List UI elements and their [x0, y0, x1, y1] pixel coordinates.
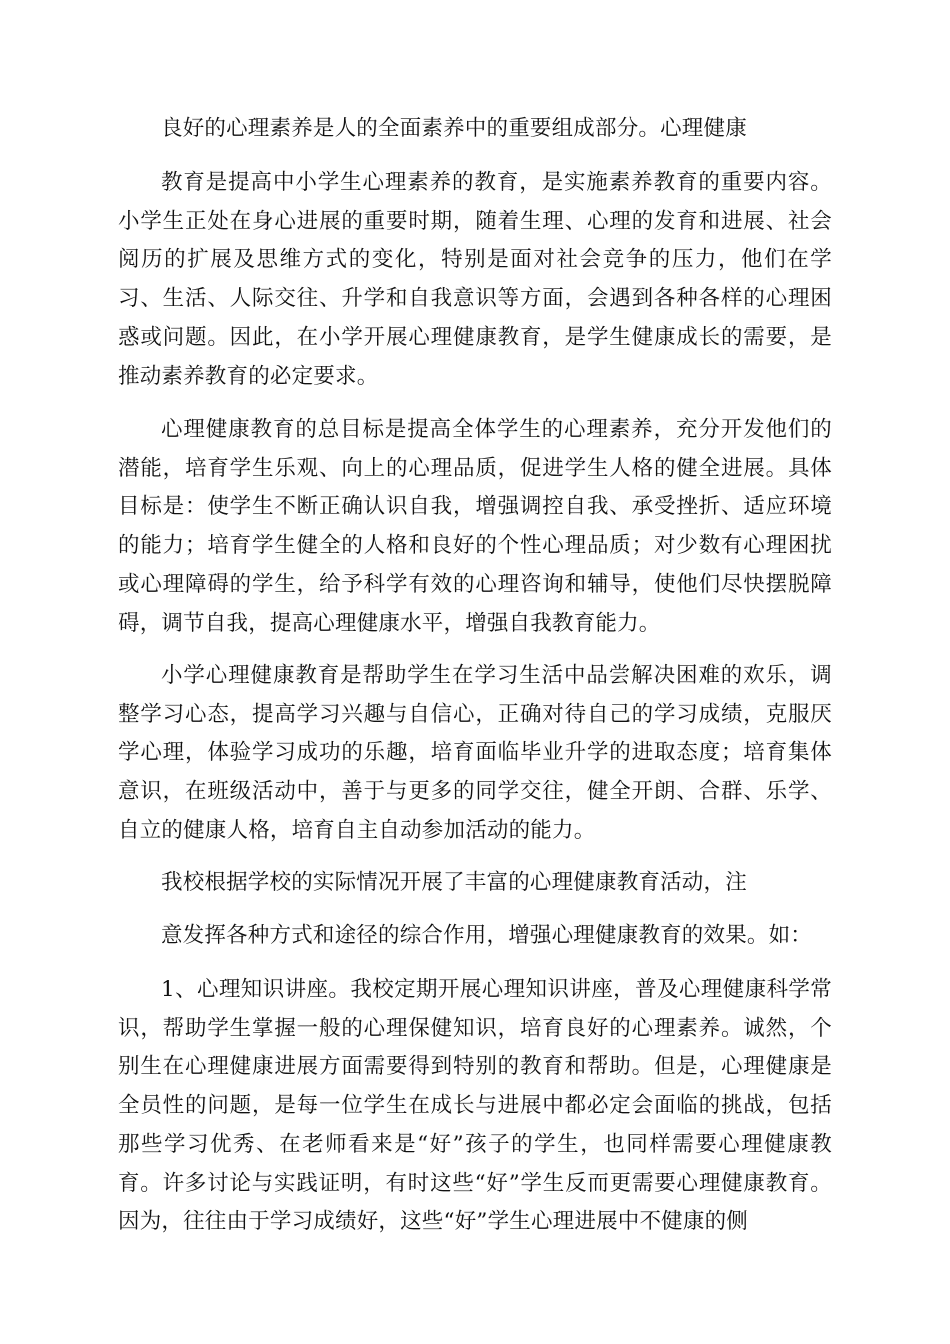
- paragraph-importance: 教育是提高中小学生心理素养的教育，是实施素养教育的重要内容。小学生正处在身心进展的重要时期，随着生理、心理的发育和进展、社会阅历的扩展及思维方式的变化，特别是面对社会竞争的压力，他们在学习、生活、人际交往、升学和自我意识等方面，会遇到各种各样的心理困惑或问题。因此，在小学开展心理健康教育，是学生健康成长的需要，是推动素养教育的必定要求。: [118, 170, 832, 389]
- paragraph-primary-education: 小学心理健康教育是帮助学生在学习生活中品尝解决困难的欢乐，调整学习心态，提高学习兴趣与自信心，正确对待自己的学习成绩，克服厌学心理，体验学习成功的乐趣，培育面临毕业升学的进取态度；培育集体意识，在班级活动中，善于与更多的同学交往，健全开朗、合群、乐学、自立的健康人格，培育自主自动参加活动的能力。: [118, 663, 832, 843]
- paragraph-lectures: 1、心理知识讲座。我校定期开展心理知识讲座，普及心理健康科学常识，帮助学生掌握一般的心理保健知识，培育良好的心理素养。诚然，个别生在心理健康进展方面需要得到特别的教育和帮助。但是，心理健康是全员性的问题，是每一位学生在成长与进展中都必定会面临的挑战，包括那些学习优秀、在老师看来是“好”孩子的学生，也同样需要心理健康教育。许多讨论与实践证明，有时这些“好”学生反而更需要心理健康教育。因为，往往由于学习成绩好，这些“好”学生心理进展中不健康的侧: [118, 977, 832, 1235]
- paragraph-intro-line: 良好的心理素养是人的全面素养中的重要组成部分。心理健康: [161, 116, 747, 141]
- paragraph-school-activities-line1: 我校根据学校的实际情况开展了丰富的心理健康教育活动，注: [161, 870, 747, 895]
- paragraph-school-activities-line2: 意发挥各种方式和途径的综合作用，增强心理健康教育的效果。如：: [161, 923, 813, 948]
- paragraph-goals: 心理健康教育的总目标是提高全体学生的心理素养，充分开发他们的潜能，培育学生乐观、向上的心理品质，促进学生人格的健全进展。具体目标是：使学生不断正确认识自我，增强调控自我、承受挫折、适应环境的能力；培育学生健全的人格和良好的个性心理品质；对少数有心理困扰或心理障碍的学生，给予科学有效的心理咨询和辅导，使他们尽快摆脱障碍，调节自我，提高心理健康水平，增强自我教育能力。: [118, 417, 832, 636]
